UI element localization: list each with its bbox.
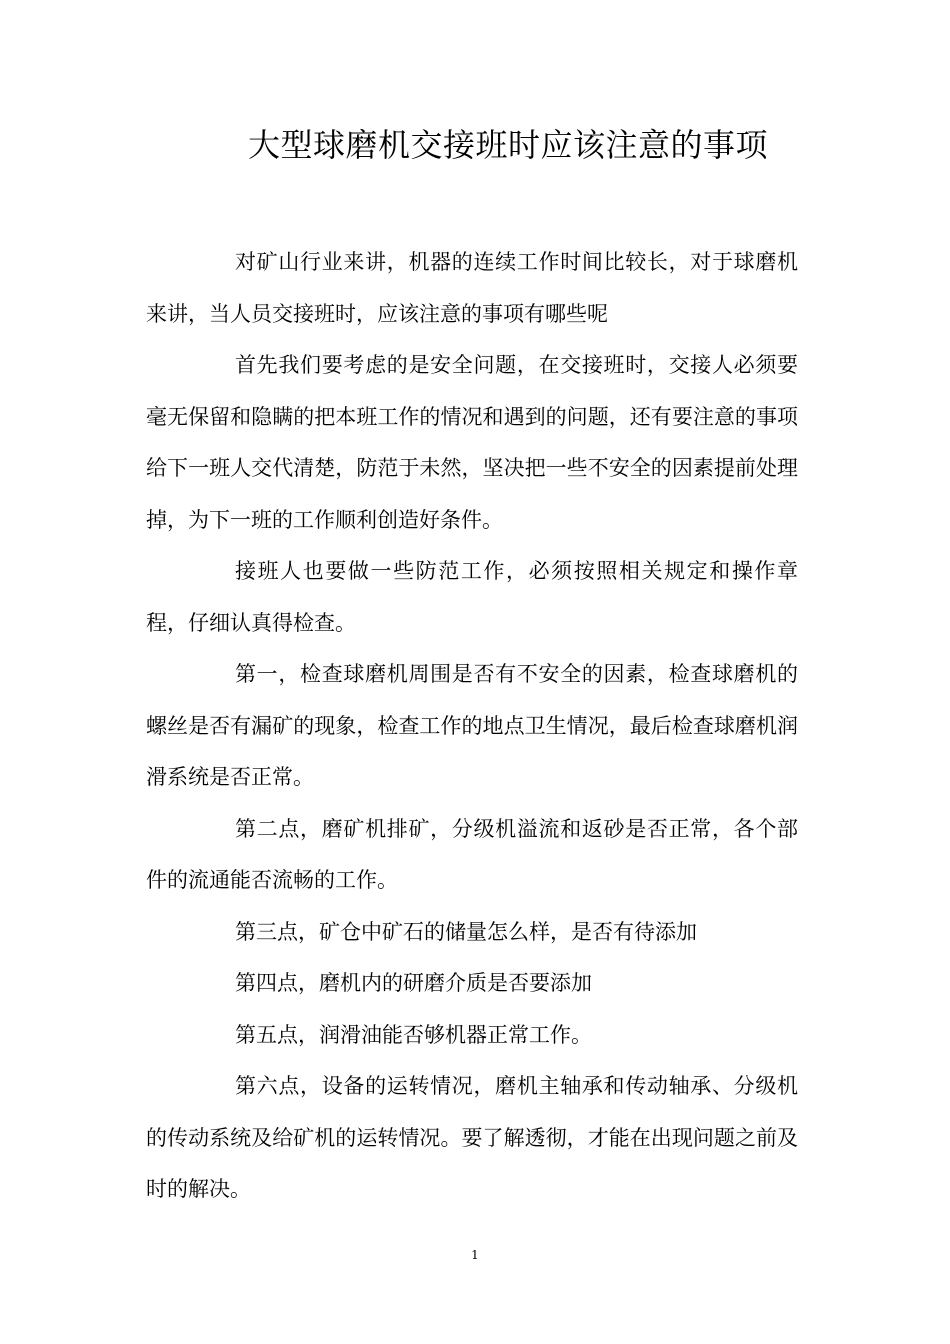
paragraph-point-1: 第一，检查球磨机周围是否有不安全的因素，检查球磨机的螺丝是否有漏矿的现象，检查工作的地点卫生情况，最后检查球磨机润滑系统是否正常。	[146, 662, 798, 789]
document-body	[146, 237, 798, 1216]
paragraph-receiver: 接班人也要做一些防范工作，必须按照相关规定和操作章程，仔细认真得检查。	[146, 559, 798, 635]
page-number: 1	[471, 1248, 479, 1262]
paragraph-safety: 首先我们要考虑的是安全问题，在交接班时，交接人必须要毫无保留和隐瞒的把本班工作的情况和遇到的问题，还有要注意的事项给下一班人交代清楚，防范于未然，坚决把一些不安全的因素提前处理掉，为下一班的工作顺利创造好条件。	[146, 353, 798, 532]
paragraph-point-5: 第五点，润滑油能否够机器正常工作。	[235, 1022, 592, 1047]
paragraph-point-6: 第六点，设备的运转情况，磨机主轴承和传动轴承、分级机的传动系统及给矿机的运转情况。要了解透彻，才能在出现问题之前及时的解决。	[146, 1074, 798, 1201]
paragraph-point-2: 第二点，磨矿机排矿，分级机溢流和返砂是否正常，各个部件的流通能否流畅的工作。	[146, 816, 798, 892]
paragraph-point-3: 第三点，矿仓中矿石的储量怎么样，是否有待添加	[235, 919, 697, 944]
paragraph-intro: 对矿山行业来讲，机器的连续工作时间比较长，对于球磨机来讲，当人员交接班时，应该注意的事项有哪些呢	[146, 250, 798, 326]
document-title: 大型球磨机交接班时应该注意的事项	[247, 126, 768, 164]
paragraph-point-4: 第四点，磨机内的研磨介质是否要添加	[235, 971, 592, 995]
